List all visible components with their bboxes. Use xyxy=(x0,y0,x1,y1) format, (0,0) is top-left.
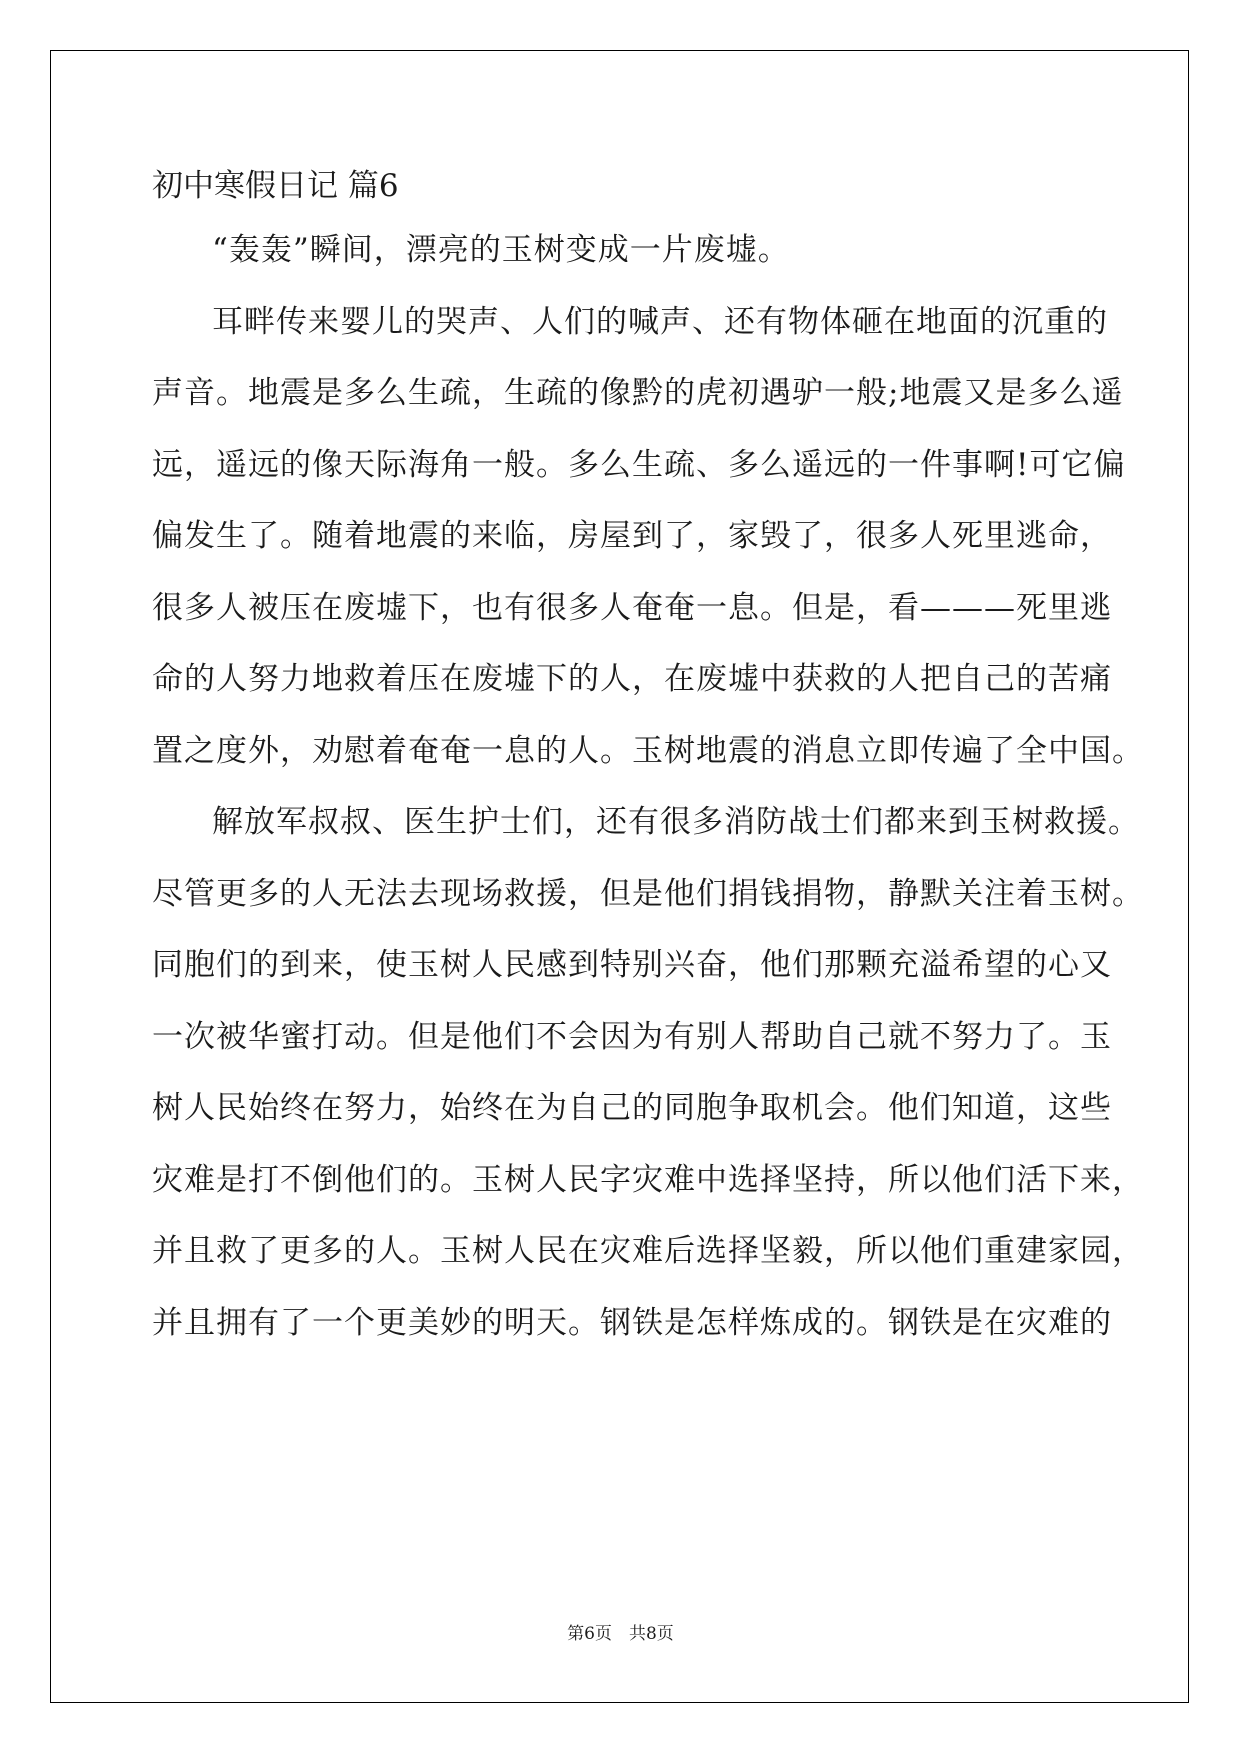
paragraph-line: 命的人努力地救着压在废墟下的人，在废墟中获救的人把自己的苦痛 xyxy=(152,661,1112,697)
paragraph-line: 偏发生了。随着地震的来临，房屋到了，家毁了，很多人死里逃命， xyxy=(152,518,1112,554)
paragraph-line: 置之度外，劝慰着奄奄一息的人。玉树地震的消息立即传遍了全中国。 xyxy=(152,733,1144,769)
paragraph-line: 一次被华蜜打动。但是他们不会因为有别人帮助自己就不努力了。玉 xyxy=(152,1019,1112,1055)
paragraph-line: 并且拥有了一个更美妙的明天。钢铁是怎样炼成的。钢铁是在灾难的 xyxy=(152,1305,1112,1341)
page-number-footer: 第6页 共8页 xyxy=(567,1624,674,1644)
paragraph-line: 很多人被压在废墟下，也有很多人奄奄一息。但是，看———死里逃 xyxy=(152,590,1112,626)
document-title: 初中寒假日记 篇6 xyxy=(152,168,399,204)
paragraph-line: 尽管更多的人无法去现场救援，但是他们捐钱捐物，静默关注着玉树。 xyxy=(152,876,1144,912)
paragraph-line: 远，遥远的像天际海角一般。多么生疏、多么遥远的一件事啊!可它偏 xyxy=(152,447,1126,483)
paragraph-line: 声音。地震是多么生疏，生疏的像黔的虎初遇驴一般;地震又是多么遥 xyxy=(152,375,1124,411)
paragraph-line: 同胞们的到来，使玉树人民感到特别兴奋，他们那颗充溢希望的心又 xyxy=(152,947,1112,983)
paragraph-line: 解放军叔叔、医生护士们，还有很多消防战士们都来到玉树救援。 xyxy=(212,804,1140,840)
paragraph-line: 灾难是打不倒他们的。玉树人民字灾难中选择坚持，所以他们活下来， xyxy=(152,1162,1144,1198)
paragraph-line: 并且救了更多的人。玉树人民在灾难后选择坚毅，所以他们重建家园， xyxy=(152,1233,1144,1269)
paragraph-line: 耳畔传来婴儿的哭声、人们的喊声、还有物体砸在地面的沉重的 xyxy=(212,304,1108,340)
paragraph-line: “轰轰”瞬间，漂亮的玉树变成一片废墟。 xyxy=(212,232,790,268)
paragraph-line: 树人民始终在努力，始终在为自己的同胞争取机会。他们知道，这些 xyxy=(152,1090,1112,1126)
